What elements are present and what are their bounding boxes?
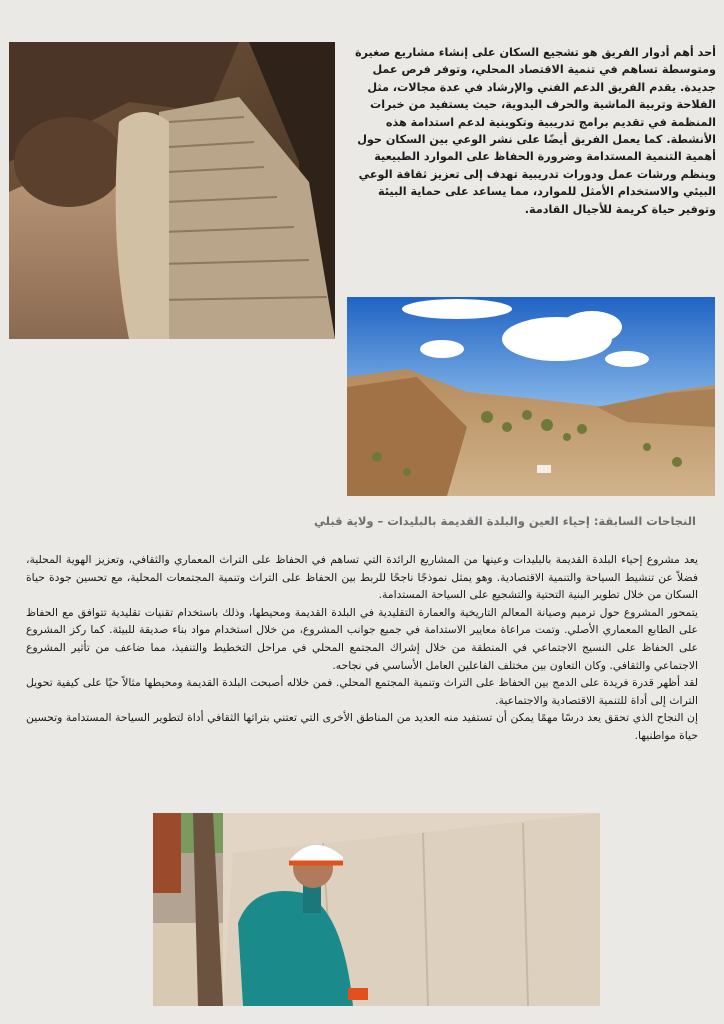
body-paragraph: إن النجاح الذي تحقق يعد درسًا مهمًا يمكن أن تستفيد منه العديد من المناطق الأخرى التي تعتني بتراثها الثقافي أداة لتطوير السياحة المستدامة وتحسين حياة مواطنيها. (26, 711, 698, 742)
stone-stairs-photo (9, 42, 335, 339)
intro-paragraph: أحد أهم أدوار الفريق هو تشجيع السكان على إنشاء مشاريع صغيرة ومتوسطة تساهم في تنمية الاقتصاد المحلي، وتوفر فرص عمل جديدة. يقدم الفريق الدعم الفني والإرشاد في عدة مجالات، مثل الفلاحة وتربية الماشية والحرف اليدوية، حيث يستفيد من خبرات المنظمة في تقديم برامج تدريبية وتكوينية لدعم استدامة هذه الأنشطة. كما يعمل الفريق أيضًا على نشر الوعي بين السكان حول أهمية التنمية المستدامة وضرورة الحفاظ على الموارد الطبيعية وينظم ورشات عمل ودورات تدريبية تهدف إلى تعزيز ثقافة الوعي البيئي والاستخدام الأمثل للموارد، مما يساعد على حماية البيئة وتوفير حياة كريمة للأجيال القادمة. (354, 46, 716, 216)
restoration-worker-photo (153, 813, 600, 1006)
body-paragraph: يعد مشروع إحياء البلدة القديمة بالبليدات وعينها من المشاريع الرائدة التي تساهم في الحفاظ على التراث المعماري والثقافي، وتعزيز الهوية المحلية، فضلاً عن تنشيط السياحة والتنمية الاقتصادية. وهو يمثل نموذجًا ناجحًا للربط بين الحفاظ على التراث وتنمية المجتمعات المحلية، مع تحسين جودة حياة السكان من خلال تطوير البنية التحتية والتشجيع على السياحة المستدامة. (26, 553, 698, 602)
oasis-landscape-photo (347, 297, 715, 496)
body-paragraph: لقد أظهر قدرة فريدة على الدمج بين الحفاظ على التراث وتنمية المجتمع المحلي. فمن خلاله أصبحت البلدة القديمة ومحيطها مثالاً حيًا على كيفية تحويل التراث إلى أداة للتنمية الاقتصادية والاجتماعية. (26, 676, 698, 707)
body-paragraph: يتمحور المشروع حول ترميم وصيانة المعالم التاريخية والعمارة التقليدية في البلدة القديمة ومحيطها، وذلك باستخدام تقنيات تقليدية تتوافق مع الحفاظ على الطابع المعماري الأصلي. وتمت مراعاة معايير الاستدامة في جميع جوانب المشروع، من خلال استخدام مواد بناء صديقة للبيئة. كما ركز المشروع على الحفاظ على النسيج الاجتماعي في المنطقة من خلال إشراك المجتمع المحلي في مراحل التخطيط والتنفيذ، مما ضاعف من تأثير المشروع الاجتماعي والثقافي. وكان التعاون بين مختلف الفاعلين العامل الأساسي في نجاحه. (26, 605, 698, 672)
section-heading: النجاحات السابقة: إحياء العين والبلدة القديمة بالبليدات – ولاية قبلي (313, 514, 696, 528)
body-text (26, 551, 698, 745)
